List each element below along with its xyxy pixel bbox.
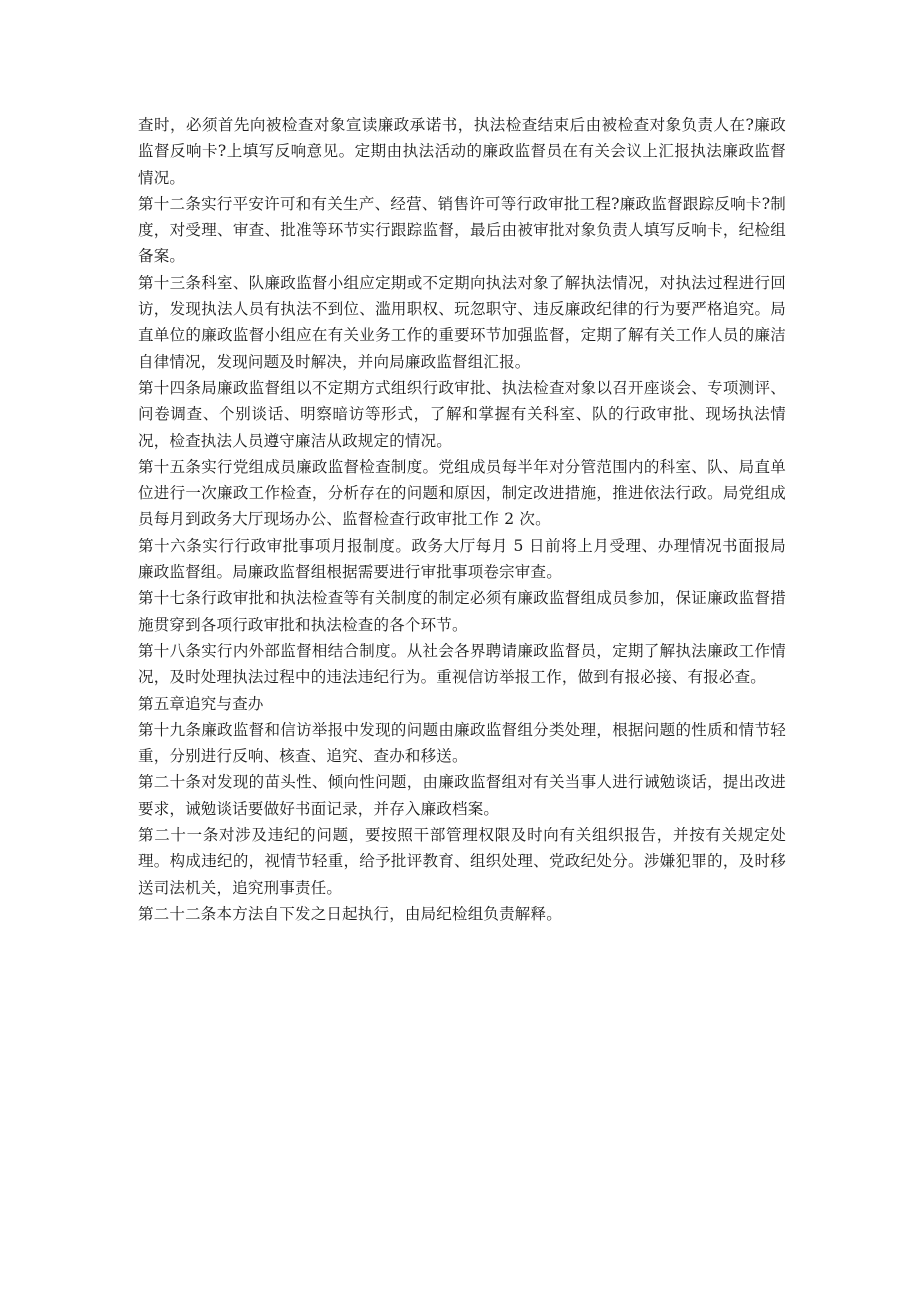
article-14: 第十四条局廉政监督组以不定期方式组织行政审批、执法检查对象以召开座谈会、专项测评、问卷调查、个别谈话、明察暗访等形式，了解和掌握有关科室、队的行政审批、现场执法情况，检查执法人员遵守廉洁从政规定的情况。 <box>138 378 786 450</box>
article-19: 第十九条廉政监督和信访举报中发现的问题由廉政监督组分类处理，根据问题的性质和情节轻重，分别进行反响、核查、追究、查办和移送。 <box>138 720 786 766</box>
paragraph-inspection-continuation: 查时，必须首先向被检查对象宣读廉政承诺书，执法检查结束后由被检查对象负责人在?廉政监督反响卡?上填写反响意见。定期由执法活动的廉政监督员在有关会议上汇报执法廉政监督情况。 <box>138 116 786 187</box>
article-22: 第二十二条本方法自下发之日起执行，由局纪检组负责解释。 <box>138 904 562 923</box>
article-17: 第十七条行政审批和执法检查等有关制度的制定必须有廉政监督组成员参加，保证廉政监督措施贯穿到各项行政审批和执法检查的各个环节。 <box>138 589 786 634</box>
chapter-5-heading: 第五章追究与查办 <box>138 694 264 713</box>
article-12: 第十二条实行平安许可和有关生产、经营、销售许可等行政审批工程?廉政监督跟踪反响卡?制度，对受理、审查、批准等环节实行跟踪监督，最后由被审批对象负责人填写反响卡，纪检组备案。 <box>138 194 786 266</box>
article-13: 第十三条科室、队廉政监督小组应定期或不定期向执法对象了解执法情况，对执法过程进行回访，发现执法人员有执法不到位、滥用职权、玩忽职守、违反廉政纪律的行为要严格追究。局直单位的廉政监督小组应在有关业务工作的重要环节加强监督，定期了解有关工作人员的廉洁自律情况，发现问题及时解决，并向局廉政监督组汇报。 <box>138 273 786 371</box>
article-20: 第二十条对发现的苗头性、倾向性问题，由廉政监督组对有关当事人进行诫勉谈话，提出改进要求，诫勉谈话要做好书面记录，并存入廉政档案。 <box>138 773 786 818</box>
document-body <box>138 112 786 927</box>
article-15: 第十五条实行党组成员廉政监督检查制度。党组成员每半年对分管范围内的科室、队、局直单位进行一次廉政工作检查，分析存在的问题和原因，制定改进措施，推进依法行政。局党组成员每月到政务大厅现场办公、监督检查行政审批工作 2 次。 <box>138 457 786 529</box>
article-18: 第十八条实行内外部监督相结合制度。从社会各界聘请廉政监督员，定期了解执法廉政工作情况，及时处理执法过程中的违法违纪行为。重视信访举报工作，做到有报必接、有报必查。 <box>138 641 786 687</box>
article-16: 第十六条实行行政审批事项月报制度。政务大厅每月 5 日前将上月受理、办理情况书面报局廉政监督组。局廉政监督组根据需要进行审批事项卷宗审查。 <box>138 536 786 582</box>
article-21: 第二十一条对涉及违纪的问题，要按照干部管理权限及时向有关组织报告，并按有关规定处理。构成违纪的，视情节轻重，给予批评教育、组织处理、党政纪处分。涉嫌犯罪的，及时移送司法机关，追究刑事责任。 <box>138 826 786 897</box>
